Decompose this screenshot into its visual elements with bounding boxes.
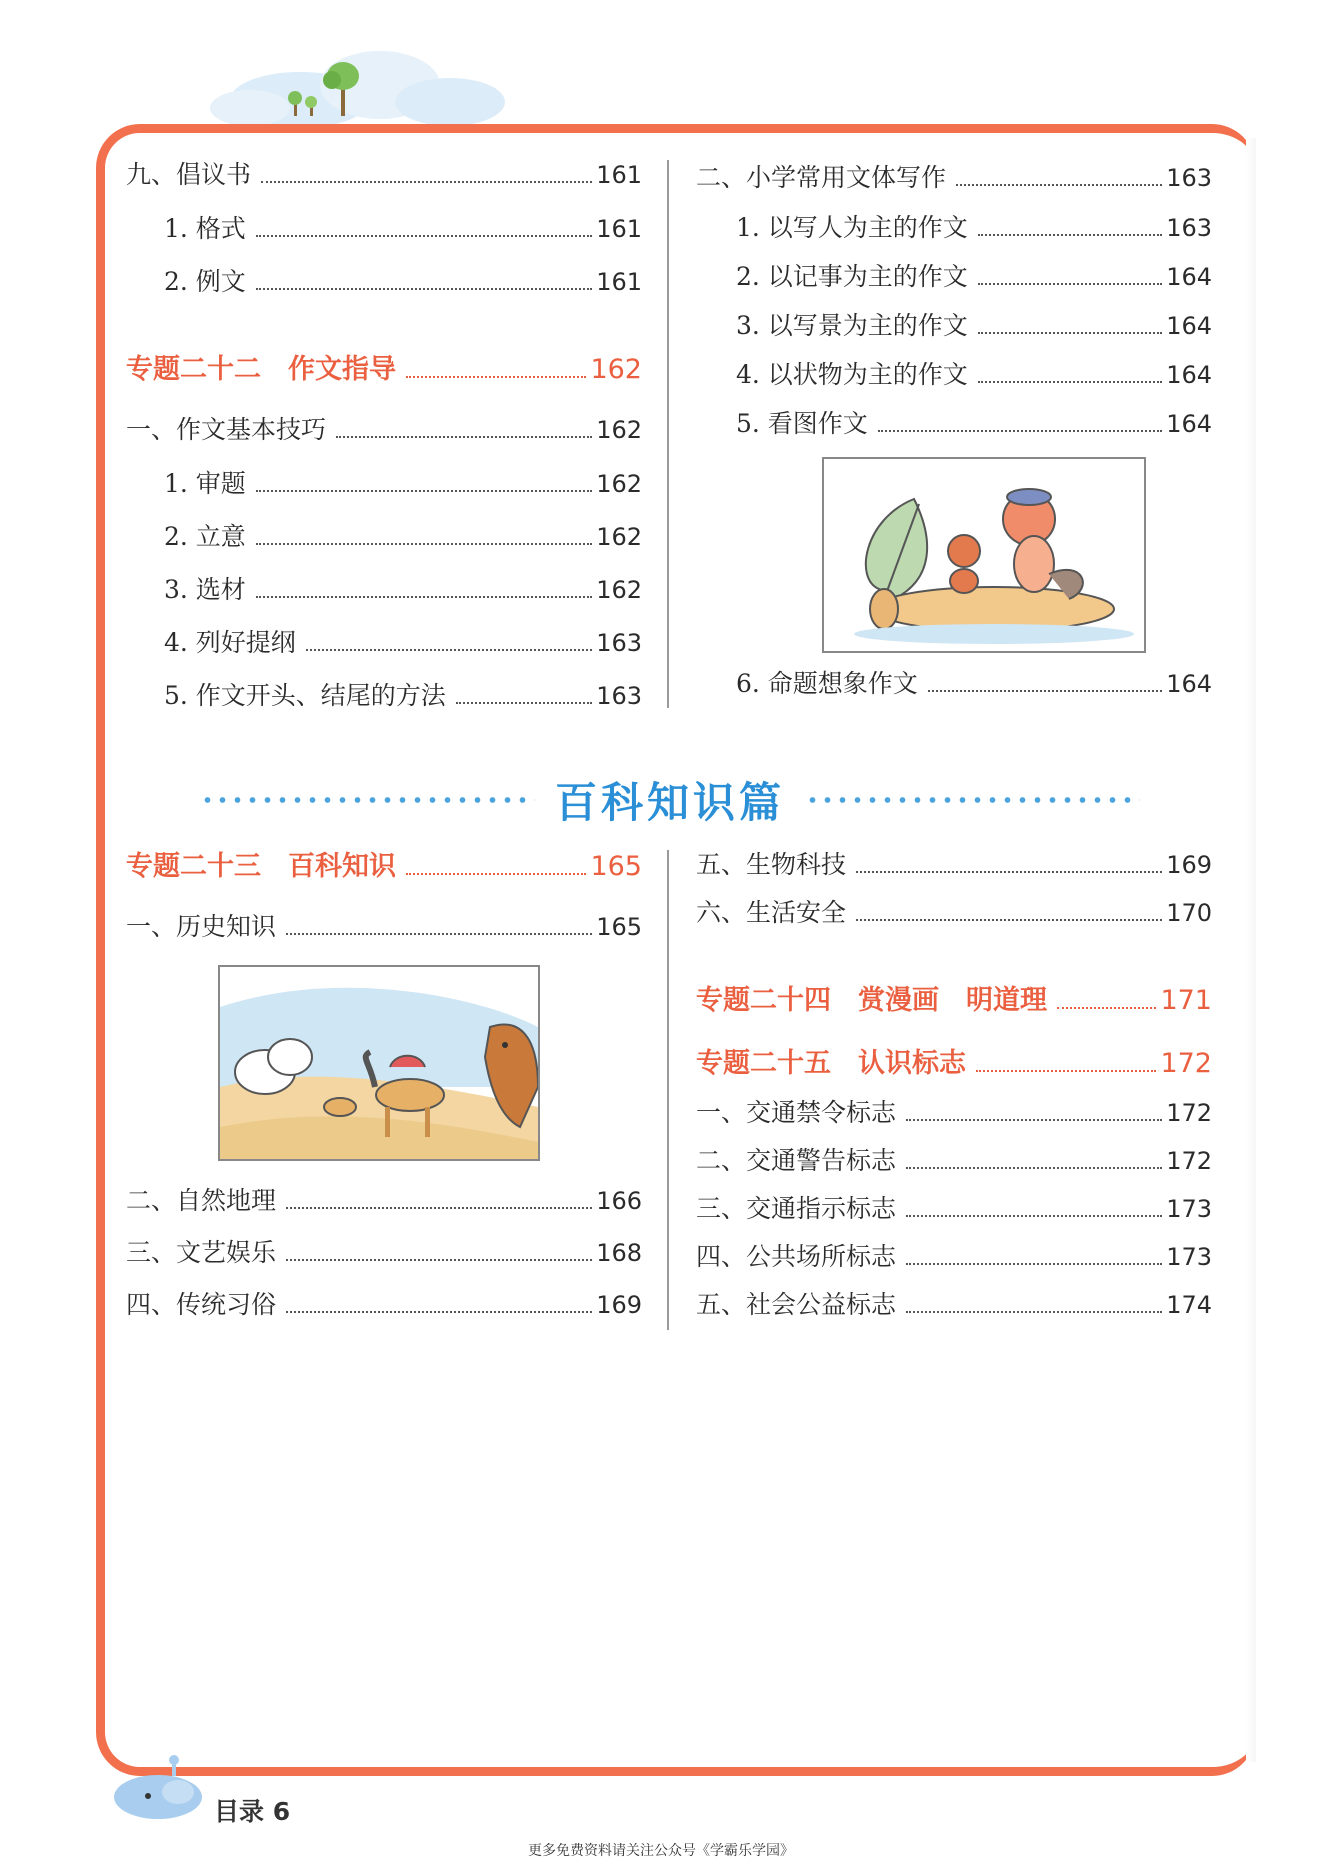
entry-page: 163 <box>596 629 642 657</box>
entry-page: 164 <box>1166 312 1212 340</box>
entry-page: 164 <box>1166 410 1212 438</box>
entry-page: 163 <box>596 682 642 710</box>
entry-label: 1. 以写人为主的作文 <box>736 213 968 242</box>
entry-page: 161 <box>596 215 642 243</box>
toc-entry[interactable] <box>126 160 642 190</box>
toc-entry[interactable] <box>736 360 1212 390</box>
toc-entry[interactable] <box>164 267 642 297</box>
entry-label: 二、自然地理 <box>126 1186 277 1215</box>
entry-page: 163 <box>1166 164 1212 192</box>
entry-page: 170 <box>1166 899 1212 927</box>
topic-label: 专题二十四 赏漫画 明道理 <box>696 985 1047 1016</box>
topic-page: 162 <box>590 354 642 385</box>
entry-page: 166 <box>596 1187 642 1215</box>
entry-page: 162 <box>596 416 642 444</box>
toc-entry[interactable] <box>126 1290 642 1320</box>
toc-topic[interactable] <box>696 1049 1212 1079</box>
entry-label: 九、倡议书 <box>126 160 252 189</box>
toc-entry[interactable] <box>696 1242 1212 1272</box>
entry-page: 173 <box>1166 1195 1212 1223</box>
toc-entry[interactable] <box>696 850 1212 880</box>
footer-note: 更多免费资料请关注公众号《学霸乐学园》 <box>528 1843 794 1859</box>
entry-label: 一、交通禁令标志 <box>696 1098 897 1127</box>
toc-entry[interactable] <box>126 415 642 445</box>
top-decoration <box>0 0 1322 140</box>
toc-entry[interactable] <box>696 163 1212 193</box>
entry-label: 一、历史知识 <box>126 912 277 941</box>
entry-label: 一、作文基本技巧 <box>126 415 327 444</box>
topic-page: 171 <box>1160 985 1212 1016</box>
entry-label: 三、文艺娱乐 <box>126 1238 277 1267</box>
entry-label: 五、社会公益标志 <box>696 1290 897 1319</box>
entry-page: 162 <box>596 523 642 551</box>
entry-label: 2. 立意 <box>164 522 246 551</box>
section-title <box>200 770 1140 830</box>
entry-page: 164 <box>1166 361 1212 389</box>
entry-label: 4. 列好提纲 <box>164 628 296 657</box>
entry-label: 5. 作文开头、结尾的方法 <box>164 681 446 710</box>
toc-entry[interactable] <box>736 311 1212 341</box>
section-title-text: 百科知识篇 <box>555 778 786 827</box>
toc-entry[interactable] <box>736 409 1212 439</box>
entry-page: 162 <box>596 470 642 498</box>
topic-label: 专题二十二 作文指导 <box>126 354 396 385</box>
entry-page: 164 <box>1166 263 1212 291</box>
entry-label: 四、传统习俗 <box>126 1290 277 1319</box>
section-dots-right <box>805 796 1140 804</box>
toc-entry[interactable] <box>696 1290 1212 1320</box>
toc-entry[interactable] <box>126 1238 642 1268</box>
entry-page: 161 <box>596 268 642 296</box>
toc-entry[interactable] <box>126 1186 642 1216</box>
section-dots-left <box>200 796 535 804</box>
entry-page: 161 <box>596 161 642 189</box>
entry-label: 三、交通指示标志 <box>696 1194 897 1223</box>
entry-label: 二、交通警告标志 <box>696 1146 897 1175</box>
entry-label: 3. 选材 <box>164 575 246 604</box>
entry-label: 2. 例文 <box>164 267 246 296</box>
entry-page: 172 <box>1166 1099 1212 1127</box>
toc-entry[interactable] <box>164 214 642 244</box>
entry-page: 169 <box>596 1291 642 1319</box>
entry-page: 169 <box>1166 851 1212 879</box>
entry-page: 165 <box>596 913 642 941</box>
toc-topic[interactable] <box>126 355 642 385</box>
entry-label: 5. 看图作文 <box>736 409 868 438</box>
toc-entry[interactable] <box>736 262 1212 292</box>
entry-label: 四、公共场所标志 <box>696 1242 897 1271</box>
toc-entry[interactable] <box>164 469 642 499</box>
entry-page: 162 <box>596 576 642 604</box>
toc-entry[interactable] <box>736 669 1212 699</box>
entry-page: 164 <box>1166 670 1212 698</box>
toc-entry[interactable] <box>696 1194 1212 1224</box>
topic-page: 165 <box>590 851 642 882</box>
topic-page: 172 <box>1160 1048 1212 1079</box>
entry-page: 163 <box>1166 214 1212 242</box>
toc-entry[interactable] <box>736 213 1212 243</box>
toc-entry[interactable] <box>696 1098 1212 1128</box>
entry-page: 168 <box>596 1239 642 1267</box>
page-frame-edge <box>1246 138 1256 1762</box>
footer-page-label: 目录 6 <box>214 1797 291 1826</box>
entry-page: 174 <box>1166 1291 1212 1319</box>
toc-entry[interactable] <box>164 628 642 658</box>
entry-label: 4. 以状物为主的作文 <box>736 360 968 389</box>
entry-page: 173 <box>1166 1243 1212 1271</box>
column-divider <box>667 850 669 1330</box>
toc-entry[interactable] <box>696 1146 1212 1176</box>
toc-entry[interactable] <box>126 912 642 942</box>
topic-label: 专题二十五 认识标志 <box>696 1048 966 1079</box>
column-divider <box>667 160 669 708</box>
entry-label: 3. 以写景为主的作文 <box>736 311 968 340</box>
entry-label: 6. 命题想象作文 <box>736 669 918 698</box>
topic-label: 专题二十三 百科知识 <box>126 851 396 882</box>
entry-label: 1. 审题 <box>164 469 246 498</box>
entry-label: 二、小学常用文体写作 <box>696 163 947 192</box>
entry-label: 六、生活安全 <box>696 898 847 927</box>
whale-mascot-icon <box>108 1752 208 1822</box>
illustration-desert-camels <box>218 965 540 1161</box>
toc-entry[interactable] <box>164 522 642 552</box>
entry-label: 2. 以记事为主的作文 <box>736 262 968 291</box>
entry-label: 五、生物科技 <box>696 850 847 879</box>
toc-entry[interactable] <box>164 681 642 711</box>
toc-topic[interactable] <box>696 986 1212 1016</box>
toc-entry[interactable] <box>696 898 1212 928</box>
illustration-ant-raccoon <box>822 457 1146 653</box>
toc-topic[interactable] <box>126 852 642 882</box>
entry-page: 172 <box>1166 1147 1212 1175</box>
toc-entry[interactable] <box>164 575 642 605</box>
entry-label: 1. 格式 <box>164 214 246 243</box>
